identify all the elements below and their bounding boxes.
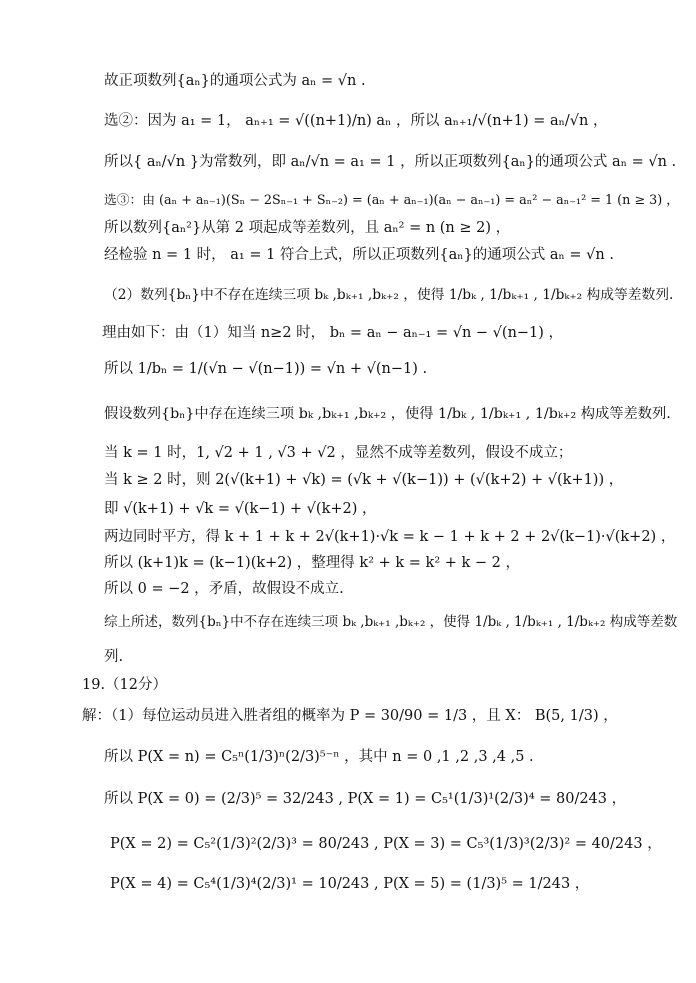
text-line-9: 所以 1/bₙ = 1/(√n − √(n−1)) = √n + √(n−1) . [104,361,428,377]
text-line-18: 列. [104,649,124,665]
text-line-6: 经检验 n = 1 时， a₁ = 1 符合上式，所以正项数列{aₙ}的通项公式 aₙ = √n . [104,247,614,263]
text-line-24: P(X = 4) = C₅⁴(1/3)⁴(2/3)¹ = 10/243 , P(X = 5) = (1/3)⁵ = 1/243 ， [110,876,590,892]
text-line-12: 当 k ≥ 2 时，则 2(√(k+1) + √k) = (√k + √(k−1)) + (√(k+2) + √(k+1)) ， [104,472,624,488]
text-line-5: 所以数列{aₙ²}从第 2 项起成等差数列，且 aₙ² = n (n ≥ 2) ， [104,220,511,236]
text-line-21: 所以 P(X = n) = C₅ⁿ(1/3)ⁿ(2/3)⁵⁻ⁿ ，其中 n = 0 ,1 ,2 ,3 ,4 ,5 . [104,749,534,765]
text-line-17: 综上所述，数列{bₙ}中不存在连续三项 bₖ ,bₖ₊₁ ,bₖ₊₂ ，使得 1/bₖ , 1/bₖ₊₁ , 1/bₖ₊₂ 构成等差数 [104,614,678,630]
text-line-4: 选③：由 (aₙ + aₙ₋₁)(Sₙ − 2Sₙ₋₁ + Sₙ₋₂) = (aₙ + aₙ₋₁)(aₙ − aₙ₋₁) = aₙ² − aₙ₋₁² = 1 (n ≥ 3) ， [104,193,680,208]
text-line-11: 当 k = 1 时，1, √2 + 1 , √3 + √2 ，显然不成等差数列，假设不成立； [104,445,573,461]
text-line-16: 所以 0 = −2 ，矛盾，故假设不成立. [104,581,344,597]
text-line-7: （2）数列{bₙ}中不存在连续三项 bₖ ,bₖ₊₁ ,bₖ₊₂ ，使得 1/bₖ , 1/bₖ₊₁ , 1/bₖ₊₂ 构成等差数列. [104,287,674,303]
text-line-14: 两边同时平方，得 k + 1 + k + 2√(k+1)·√k = k − 1 + k + 2 + 2√(k−1)·√(k+2) ， [104,529,676,545]
text-line-20: 解：（1）每位运动员进入胜者组的概率为 P = 30/90 = 1/3 ，且 X： B(5, 1/3) ， [82,708,618,724]
text-line-13: 即 √(k+1) + √k = √(k−1) + √(k+2) ， [104,501,377,517]
text-line-10: 假设数列{bₙ}中存在连续三项 bₖ ,bₖ₊₁ ,bₖ₊₂ ，使得 1/bₖ , 1/bₖ₊₁ , 1/bₖ₊₂ 构成等差数列. [104,406,671,422]
text-line-15: 所以 (k+1)k = (k−1)(k+2) ，整理得 k² + k = k² + k − 2 ， [104,555,520,571]
text-line-23: P(X = 2) = C₅²(1/3)²(2/3)³ = 80/243 , P(X = 3) = C₅³(1/3)³(2/3)² = 40/243 ， [110,836,662,852]
section-heading-19: 19.（12分） [82,677,168,693]
text-line-22: 所以 P(X = 0) = (2/3)⁵ = 32/243 , P(X = 1) = C₅¹(1/3)¹(2/3)⁴ = 80/243 ， [104,791,627,807]
text-line-1: 故正项数列{aₙ}的通项公式为 aₙ = √n . [104,73,366,89]
text-line-3: 所以{ aₙ/√n }为常数列，即 aₙ/√n = a₁ = 1 ，所以正项数列{aₙ}的通项公式 aₙ = √n . [104,154,677,170]
text-line-2: 选②：因为 a₁ = 1， aₙ₊₁ = √((n+1)/n) aₙ ，所以 aₙ₊₁/√(n+1) = aₙ/√n ， [104,113,608,129]
text-line-8: 理由如下：由（1）知当 n≥2 时， bₙ = aₙ − aₙ₋₁ = √n − √(n−1) ， [102,325,564,341]
